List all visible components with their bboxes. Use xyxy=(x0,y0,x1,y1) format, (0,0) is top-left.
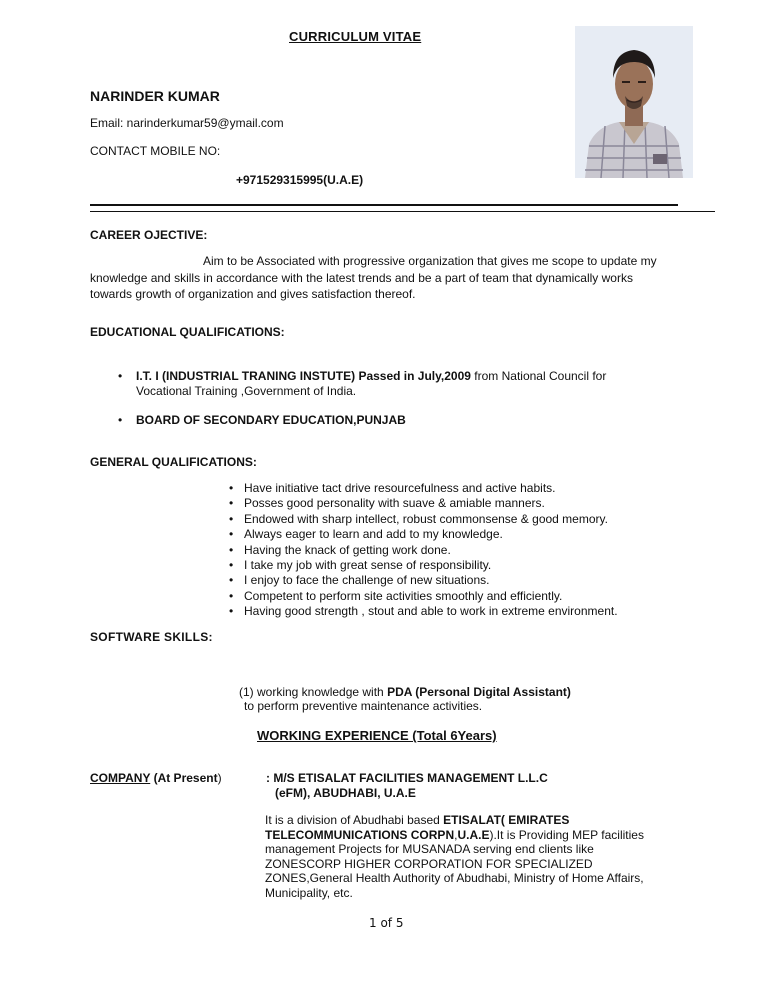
bullet-icon: • xyxy=(229,542,234,557)
page-number: 1 of 5 xyxy=(369,916,404,930)
bullet-icon: • xyxy=(229,588,234,603)
company-value-line-1: : M/S ETISALAT FACILITIES MANAGEMENT L.L.C xyxy=(266,771,548,785)
software-skill-line-2: to perform preventive maintenance activities. xyxy=(244,699,483,713)
list-item-text: Having the knack of getting work done. xyxy=(244,542,451,557)
header-divider-thick xyxy=(90,204,678,206)
list-item-text: I enjoy to face the challenge of new situations. xyxy=(244,573,490,588)
header-divider-thin xyxy=(90,211,715,212)
list-item xyxy=(229,543,669,558)
software-skill-prefix: (1) working knowledge with xyxy=(239,685,388,699)
desc-prefix: It is a division of Abudhabi based xyxy=(265,813,444,827)
document-title: CURRICULUM VITAE xyxy=(289,29,422,44)
bullet-icon: • xyxy=(229,481,234,495)
desc-line-6: Municipality, etc. xyxy=(265,885,353,900)
desc-line-3: management Projects for MUSANADA serving end clients like xyxy=(265,842,594,857)
person-photo-icon xyxy=(575,26,693,178)
career-line-2: knowledge and skills in accordance with the latest trends and be a part of team that dynamically works xyxy=(90,270,633,285)
bullet-icon: • xyxy=(229,511,234,526)
email-line: Email: narinderkumar59@ymail.com xyxy=(90,116,284,130)
education-heading: EDUCATIONAL QUALIFICATIONS: xyxy=(90,325,285,339)
company-label xyxy=(90,771,222,785)
work-experience-heading: WORKING EXPERIENCE (Total 6Years) xyxy=(257,728,497,743)
desc-line-4: ZONESCORP HIGHER CORPORATION FOR SPECIALIZED xyxy=(265,856,593,871)
career-objective-heading: CAREER OJECTIVE: xyxy=(90,228,208,242)
career-line-3: towards growth of organization and gives satisfaction thereof. xyxy=(90,287,416,301)
bullet-icon: • xyxy=(229,527,234,542)
list-item-text: Posses good personality with suave & amiable manners. xyxy=(244,496,545,511)
general-qualifications-list xyxy=(229,481,669,620)
bullet-icon: • xyxy=(118,369,123,383)
list-item-text: Having good strength , stout and able to work in extreme environment. xyxy=(244,604,618,619)
bullet-icon: • xyxy=(229,557,234,572)
bullet-icon: • xyxy=(229,573,234,588)
company-label-text: COMPANY xyxy=(90,771,151,785)
desc-comma: , xyxy=(454,827,458,842)
list-item xyxy=(229,558,669,573)
company-description xyxy=(265,813,685,901)
phone-number: +971529315995(U.A.E) xyxy=(236,173,364,187)
desc-line-5: ZONES,General Health Authority of Abudhabi, Ministry of Home Affairs, xyxy=(265,871,644,886)
education-item-1-title: I.T. I (INDUSTRIAL TRANING INSTUTE) Passed in July,2009 xyxy=(136,369,471,383)
list-item-text: I take my job with great sense of responsibility. xyxy=(244,557,492,572)
general-qualifications-heading: GENERAL QUALIFICATIONS: xyxy=(90,455,257,469)
company-label-paren: ) xyxy=(217,771,222,785)
career-objective-text xyxy=(90,253,690,303)
list-item-text: Have initiative tact drive resourcefulness and active habits. xyxy=(244,481,556,495)
education-item-1-rest: from National Council for xyxy=(470,369,607,383)
list-item xyxy=(229,512,669,527)
list-item xyxy=(229,496,669,511)
bullet-icon: • xyxy=(229,496,234,511)
list-item-text: Competent to perform site activities smoothly and efficiently. xyxy=(244,588,563,603)
list-item xyxy=(229,573,669,588)
list-item xyxy=(229,604,669,619)
list-item-text: Endowed with sharp intellect, robust commonsense & good memory. xyxy=(244,511,608,526)
company-label-suffix: (At Present xyxy=(150,771,218,785)
list-item xyxy=(229,481,669,496)
education-item-1-line-2: Vocational Training ,Government of India. xyxy=(136,384,357,398)
company-value-line-2: (eFM), ABUDHABI, U.A.E xyxy=(275,786,416,800)
desc-bold-2: TELECOMMUNICATIONS CORPN xyxy=(265,827,455,842)
bullet-icon: • xyxy=(118,413,123,427)
desc-bold-3: U.A.E xyxy=(457,827,490,842)
desc-after: ).It is Providing MEP facilities xyxy=(489,827,644,842)
software-skill-line-1 xyxy=(239,685,571,699)
software-skill-name: PDA (Personal Digital Assistant) xyxy=(387,685,571,699)
career-line-1: Aim to be Associated with progressive organization that gives me scope to update my xyxy=(203,254,657,268)
software-skills-heading: SOFTWARE SKILLS: xyxy=(90,630,213,644)
list-item-text: Always eager to learn and add to my knowledge. xyxy=(244,527,503,542)
education-item-2: BOARD OF SECONDARY EDUCATION,PUNJAB xyxy=(136,413,406,427)
list-item xyxy=(229,589,669,604)
profile-photo xyxy=(575,26,693,178)
candidate-name: NARINDER KUMAR xyxy=(90,88,220,104)
company-value xyxy=(266,771,548,801)
contact-label: CONTACT MOBILE NO: xyxy=(90,144,221,158)
desc-bold-1: ETISALAT( EMIRATES xyxy=(443,813,570,827)
list-item xyxy=(229,527,669,542)
bullet-icon: • xyxy=(229,604,234,619)
